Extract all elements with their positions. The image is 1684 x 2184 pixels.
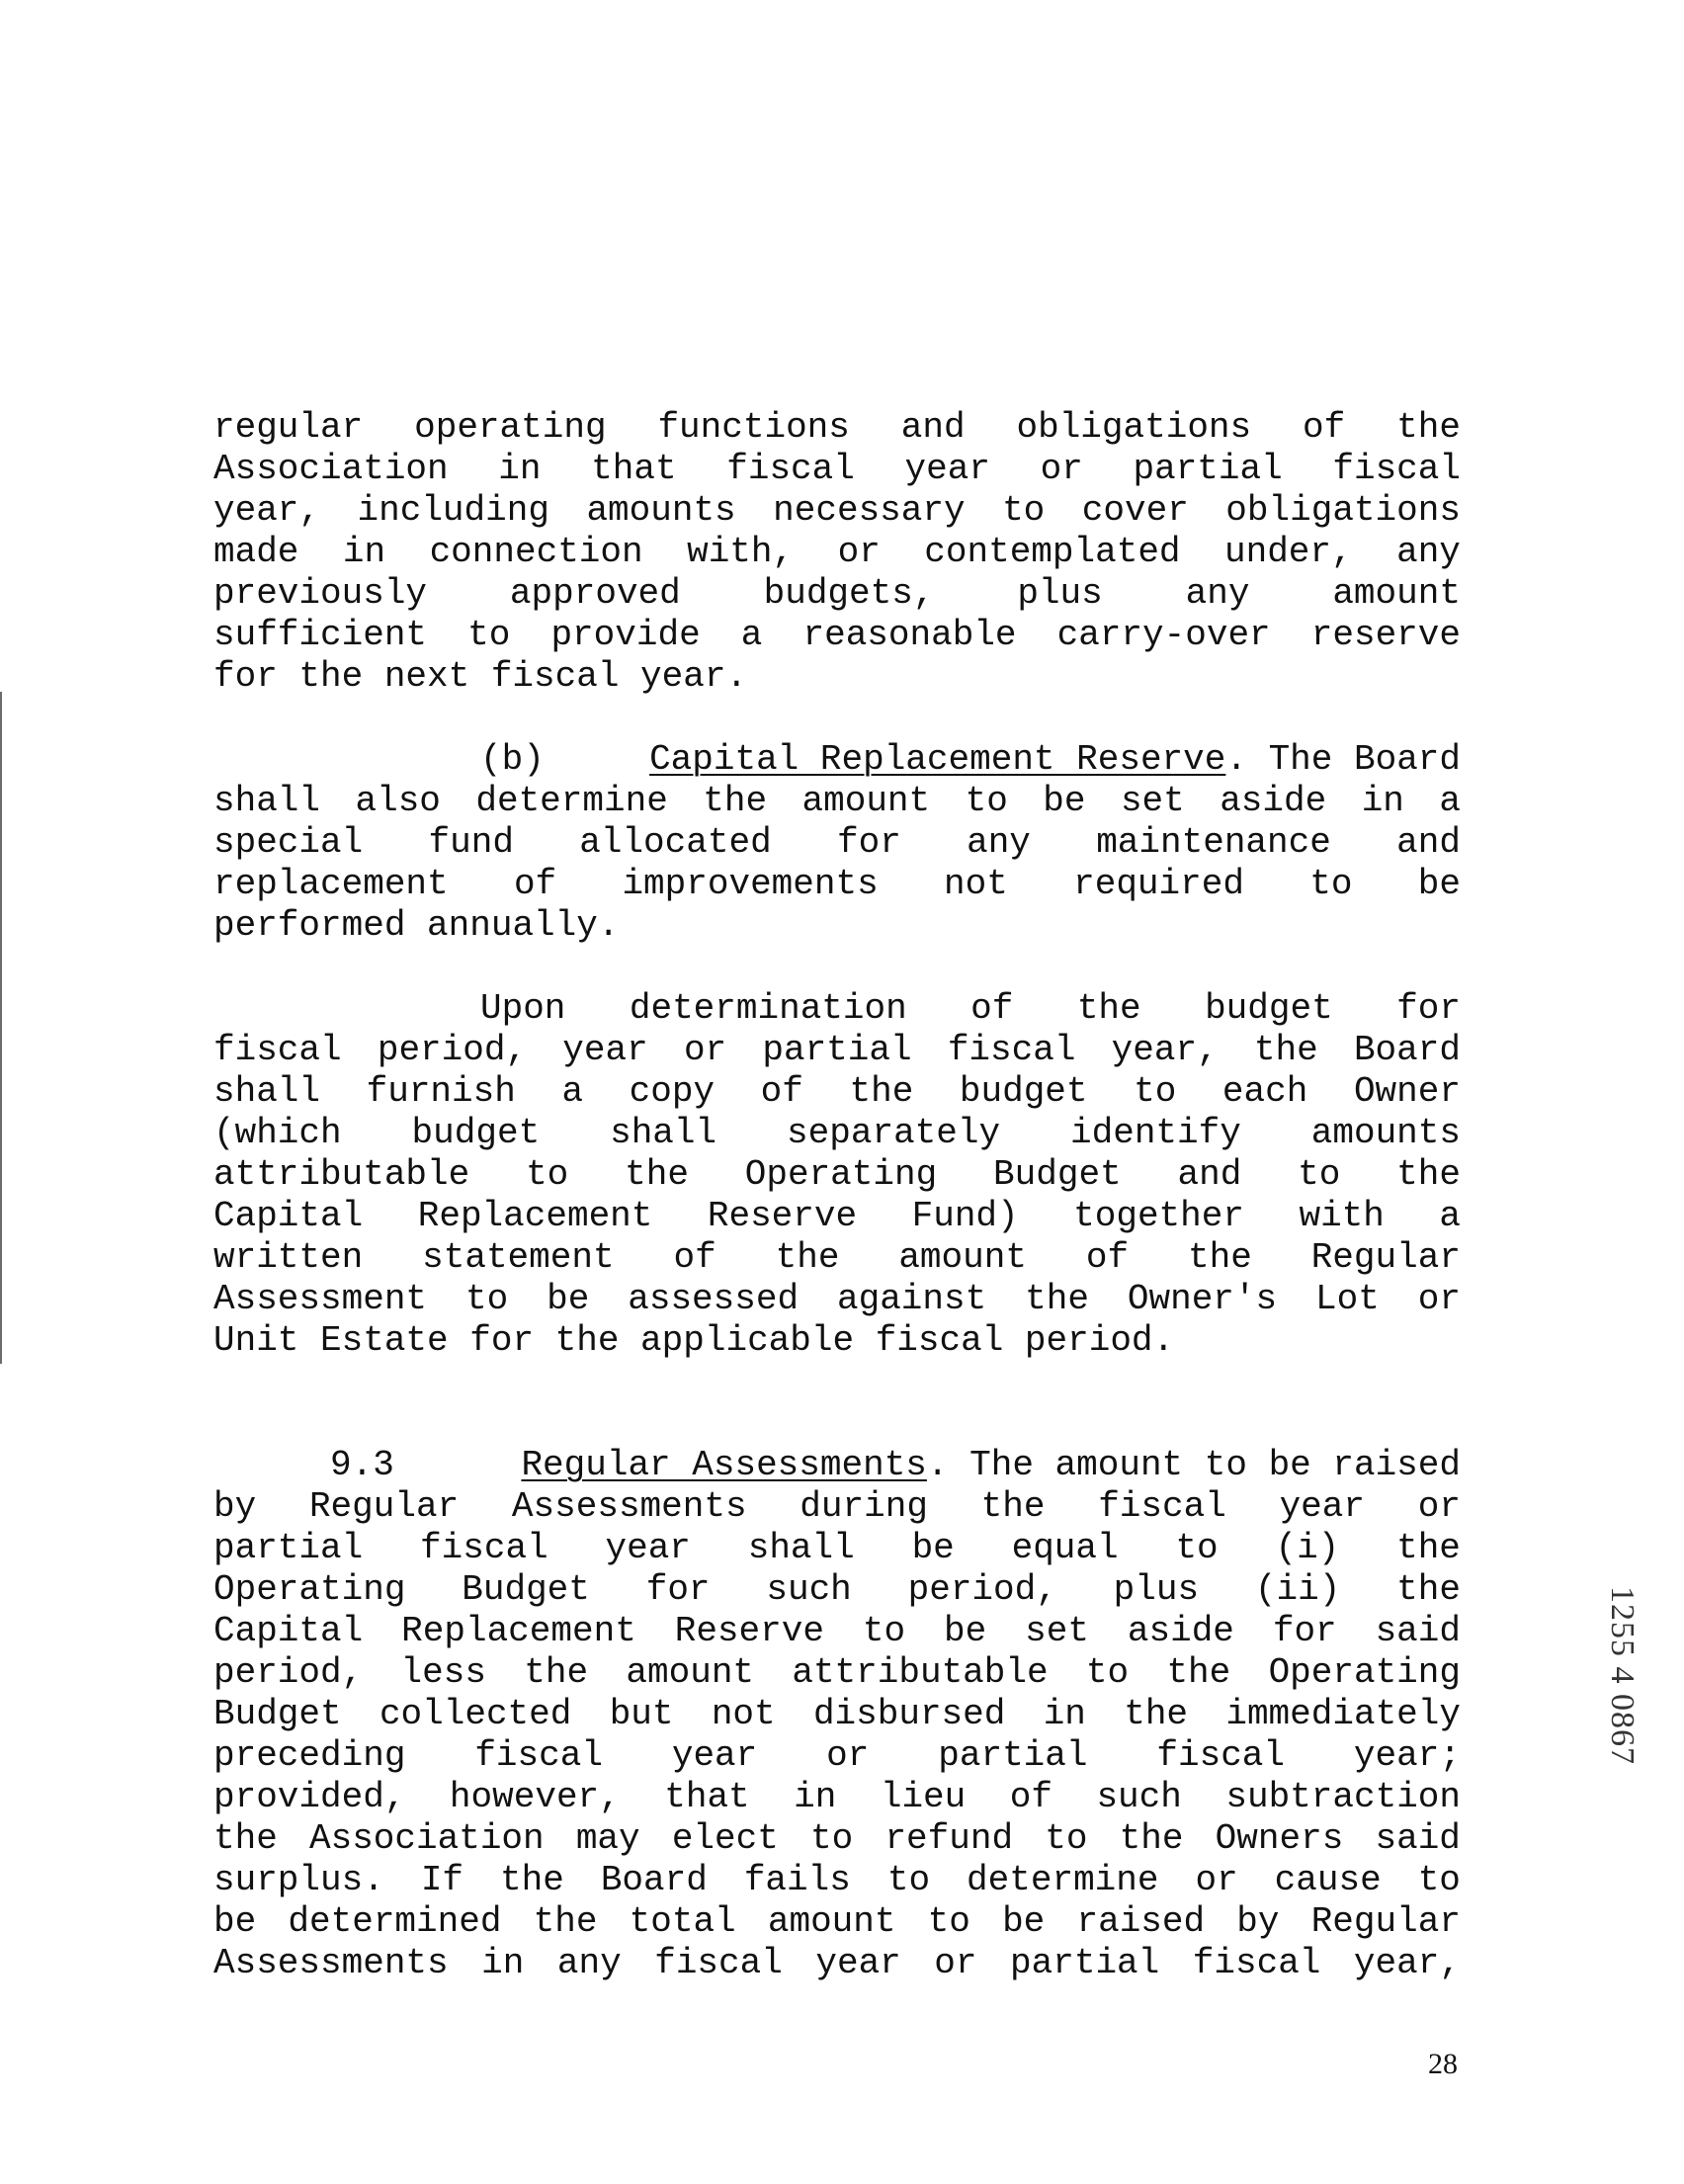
section-heading: Regular Assessments (521, 1445, 927, 1485)
text-line: Upon determination of the budget for (480, 988, 1461, 1029)
text-line: Assessment to be assessed against the Owner's Lot or (213, 1279, 1461, 1319)
text-line: surplus. If the Board fails to determine or cause to (213, 1860, 1461, 1900)
subsection-heading: Capital Replacement Reserve (649, 739, 1226, 780)
text-line: Assessments in any fiscal year or partial fiscal year, (213, 1943, 1461, 1983)
section-number: 9.3 (330, 1445, 394, 1485)
section-9-3-regular-assessments (213, 1445, 1461, 1984)
text-line: the Association may elect to refund to the Owners said (213, 1818, 1461, 1859)
text-line: year, including amounts necessary to cover obligations (213, 490, 1461, 531)
text-line: written statement of the amount of the Regular (213, 1237, 1461, 1278)
text-line: performed annually. (213, 905, 620, 946)
text-line: for the next fiscal year. (213, 656, 748, 697)
text-line: partial fiscal year shall be equal to (i) the (213, 1528, 1461, 1568)
section-9-3-first-line: 9.3 Regular Assessments. The amount to be raised (330, 1445, 1461, 1485)
text-line: Budget collected but not disbursed in the immediately (213, 1694, 1461, 1734)
text-line: sufficient to provide a reasonable carry-over reserve (213, 615, 1461, 655)
text-line: previously approved budgets, plus any amount (213, 573, 1461, 614)
paragraph-operating-budget (213, 407, 1461, 698)
scan-edge-line (0, 692, 2, 1364)
text-line: provided, however, that in lieu of such subtraction (213, 1777, 1461, 1817)
text-line: Unit Estate for the applicable fiscal period. (213, 1320, 1175, 1361)
text-line: Operating Budget for such period, plus (ii) the (213, 1569, 1461, 1610)
text-line: made in connection with, or contemplated under, any (213, 532, 1461, 572)
text-line: replacement of improvements not required to be (213, 864, 1461, 904)
text-line: shall also determine the amount to be set aside in a (213, 781, 1461, 821)
paragraph-budget-furnish (213, 988, 1461, 1362)
page-number: 28 (1428, 2048, 1458, 2080)
text-line: regular operating functions and obligations of the (213, 407, 1461, 448)
paragraph-capital-replacement-reserve (213, 739, 1461, 947)
text-line: period, less the amount attributable to the Operating (213, 1652, 1461, 1693)
text-line: Association in that fiscal year or partial fiscal (213, 449, 1461, 489)
recording-stamp: 1255 4 0867 (1604, 1586, 1641, 1765)
text-line: special fund allocated for any maintenance and (213, 822, 1461, 863)
text-line: Capital Replacement Reserve Fund) together with a (213, 1196, 1461, 1236)
text-line: fiscal period, year or partial fiscal year, the Board (213, 1030, 1461, 1070)
paragraph-b-first-line: (b) Capital Replacement Reserve. The Board (480, 739, 1461, 780)
subsection-label: (b) (480, 739, 545, 780)
text-line: preceding fiscal year or partial fiscal year; (213, 1735, 1461, 1776)
text-line: be determined the total amount to be raised by Regular (213, 1901, 1461, 1942)
text-line: Capital Replacement Reserve to be set aside for said (213, 1611, 1461, 1651)
text-line: (which budget shall separately identify amounts (213, 1113, 1461, 1153)
text-line: shall furnish a copy of the budget to each Owner (213, 1071, 1461, 1112)
text-line: attributable to the Operating Budget and to the (213, 1154, 1461, 1195)
text-line: by Regular Assessments during the fiscal year or (213, 1486, 1461, 1527)
